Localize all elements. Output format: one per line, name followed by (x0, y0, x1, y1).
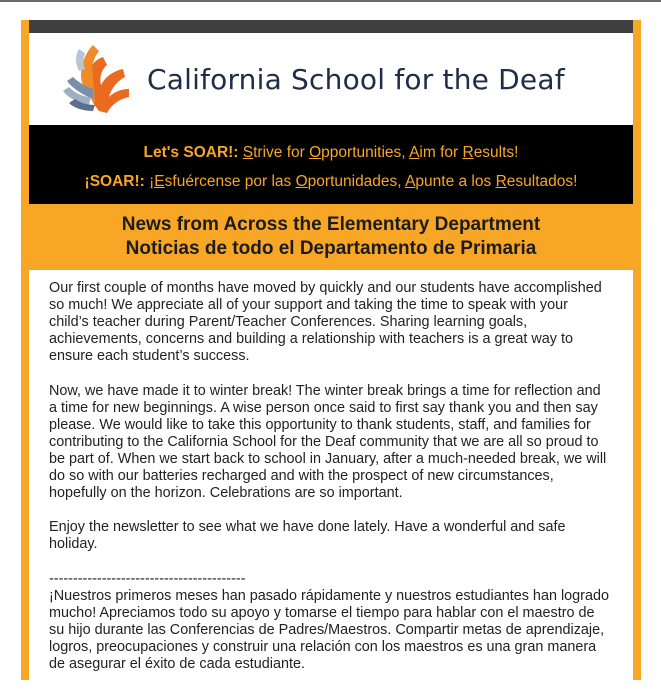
article-body (49, 280, 609, 690)
paragraph-intro: Our first couple of months have moved by quickly and our students have accomplished so much! We appreciate all of your support and taking the time to speak with your child’s teacher during Parent/Teacher Conferences. Sharing learning goals, achievements, concerns and building a relationship with teachers is a great way to ensure each student’s success. (49, 280, 602, 365)
logo-header (29, 33, 633, 125)
news-title-spanish: Noticias de todo el Departamento de Primaria (125, 238, 537, 259)
slogan-word-initial: O (309, 144, 322, 161)
news-heading-banner (29, 204, 633, 270)
news-title-english: News from Across the Elementary Department (121, 214, 541, 235)
slogan-word-rest: im for (419, 144, 463, 161)
slogan-word-initial: A (409, 144, 420, 161)
slogan-word-rest: punte a los (415, 173, 496, 190)
slogan-word-initial: ¡E (149, 173, 165, 190)
slogan-spanish (29, 173, 633, 191)
slogan-banner (29, 125, 633, 204)
hand-bird-logo-icon (59, 41, 131, 117)
window-top-border (0, 0, 661, 2)
slogan-word-rest: esults! (473, 144, 519, 161)
paragraph-winter-break: Now, we have made it to winter break! The winter break brings a time for reflection and a time for new beginnings. A wise person once said to first say thank you and then say please. We would like to take this opportunity to thank students, staff, and families for contributing to the California School for the Deaf community that we are all so proud to be part of. When we start back to school in January, after a much-needed break, we will do so with our batteries recharged and with the prospect of new circumstances, hopefully on the horizon. Celebrations are so important. (49, 382, 607, 502)
slogan-word-rest: sfuércense por las (164, 173, 296, 190)
slogan-word-initial: A (405, 173, 416, 190)
newsletter-content (29, 20, 633, 680)
slogan-word-initial: S (242, 144, 254, 161)
slogan-word-initial: R (495, 173, 507, 190)
paragraph-spanish-intro: ¡Nuestros primeros meses han pasado rápidamente y nuestros estudiantes han logrado mucho! Apreciamos todo su apoyo y tomarse el tiempo para hablar con el maestro de su hijo durante las Conferencias de Padres/Maestros. Compartir metas de aprendizaje, logros, preocupaciones y construir una relación con los maestros es una gran manera de asegurar el éxito de cada estudiante. (49, 587, 609, 673)
slogan-word-initial: O (295, 173, 308, 190)
newsletter-frame (21, 20, 641, 680)
slogan-label-en: Let's SOAR!: (143, 144, 239, 161)
slogan-word-rest: portunidades, (307, 173, 406, 190)
paragraph-closing: Enjoy the newsletter to see what we have done lately. Have a wonderful and safe holiday. (49, 519, 566, 553)
slogan-word-rest: esultados! (506, 173, 578, 190)
slogan-word-initial: R (462, 144, 474, 161)
language-divider: ----------------------------------------- (49, 570, 246, 587)
slogan-word-rest: trive for (253, 144, 310, 161)
school-name: California School for the Deaf (147, 63, 565, 96)
slogan-word-rest: pportunities, (321, 144, 410, 161)
slogan-english (29, 144, 633, 162)
header-dark-bar (29, 20, 633, 33)
slogan-label-es: ¡SOAR!: (84, 173, 145, 190)
